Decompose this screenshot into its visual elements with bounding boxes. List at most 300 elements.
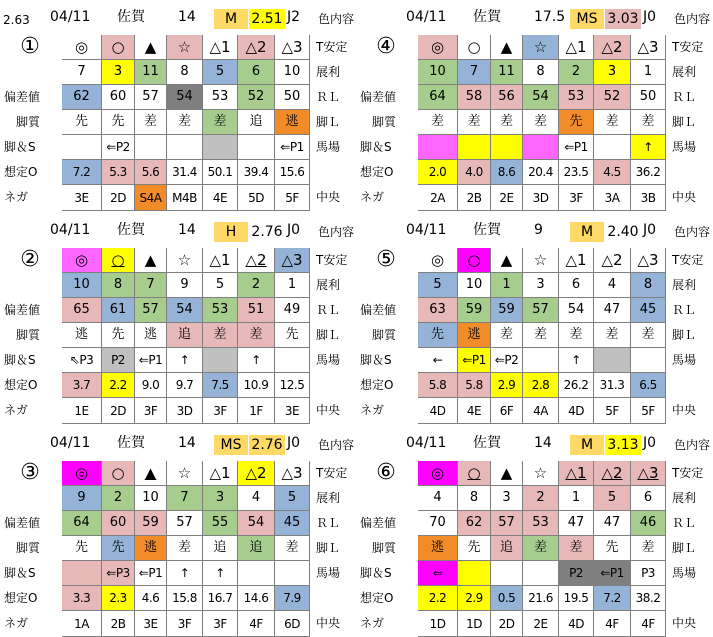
table-cell: △1 [203, 461, 238, 486]
row-label-left: ネガ [4, 616, 29, 630]
table-cell: ☆ [523, 248, 559, 273]
row-label-color: 色内容 [674, 438, 711, 452]
panel-field: 17.5 [534, 9, 566, 25]
row-label-right: 展利 [316, 278, 341, 292]
table-cell: ⇐P1 [275, 135, 310, 160]
row-label-left: 脚＆S [360, 140, 392, 154]
table-cell: 7 [62, 60, 102, 85]
table-cell: 45 [275, 511, 310, 536]
panel-tag: J0 [643, 435, 657, 451]
table-cell: ◎ [62, 461, 102, 486]
row-label-left: 脚質 [372, 328, 397, 342]
row-label-right: 展利 [672, 278, 697, 292]
table-cell: 53 [559, 85, 594, 110]
table-cell: 5 [275, 486, 310, 511]
table-cell: 5.3 [102, 160, 135, 185]
table-cell: 6.5 [631, 373, 666, 398]
table-cell: 8 [631, 273, 666, 298]
table-cell: △2 [594, 248, 631, 273]
table-cell: △1 [203, 35, 238, 60]
table-cell: 15.6 [275, 160, 310, 185]
row-label-left: 偏差値 [360, 90, 397, 104]
table-cell: 6 [559, 273, 594, 298]
table-cell: 62 [62, 85, 102, 110]
table-cell: 59 [458, 298, 491, 323]
row-label-left: ネガ [4, 190, 29, 204]
row-label-right: 展利 [316, 65, 341, 79]
table-cell: 2E [491, 185, 523, 211]
table-cell: 4.5 [594, 160, 631, 185]
table-cell: ▲ [491, 461, 523, 486]
table-cell: △2 [238, 248, 275, 273]
table-cell: △3 [631, 248, 666, 273]
table-cell: 逃 [62, 323, 102, 348]
table-cell: 7.2 [62, 160, 102, 185]
table-cell: △3 [275, 35, 310, 60]
table-cell: 5.6 [135, 160, 167, 185]
table-cell: 52 [594, 85, 631, 110]
table-cell: 7.9 [275, 586, 310, 611]
table-cell [62, 135, 102, 160]
table-cell: 3 [102, 60, 135, 85]
table-cell: 10 [458, 273, 491, 298]
row-label-color: 色内容 [318, 12, 355, 26]
row-label-right: 展利 [672, 491, 697, 505]
table-cell [203, 135, 238, 160]
table-cell: ○ [102, 35, 135, 60]
table-cell: 先 [594, 536, 631, 561]
table-cell [594, 348, 631, 373]
row-label-right: 中央 [316, 403, 341, 417]
table-cell: 63 [418, 298, 458, 323]
table-cell: 7 [167, 486, 203, 511]
row-label-color: 色内容 [318, 438, 355, 452]
table-cell [62, 561, 102, 586]
table-cell [135, 135, 167, 160]
table-cell: 8 [167, 60, 203, 85]
table-cell: △3 [631, 461, 666, 486]
table-cell: 46 [631, 511, 666, 536]
row-label-right: 中央 [316, 190, 341, 204]
table-cell: 56 [491, 85, 523, 110]
table-cell: 47 [594, 298, 631, 323]
table-cell: 2.9 [491, 373, 523, 398]
table-cell: 5F [275, 185, 310, 211]
table-cell: 5 [418, 273, 458, 298]
table-cell: 7 [135, 273, 167, 298]
row-label-right: 中央 [672, 403, 697, 417]
table-cell: 4A [523, 398, 559, 424]
table-cell: 5 [203, 60, 238, 85]
table-cell: 55 [203, 511, 238, 536]
table-cell: 3.3 [62, 586, 102, 611]
table-cell: 先 [559, 110, 594, 135]
table-cell: 7.2 [594, 586, 631, 611]
table-cell: ○ [458, 35, 491, 60]
table-cell: P3 [631, 561, 666, 586]
table-cell: ⇐P3 [102, 561, 135, 586]
table-cell: 62 [458, 511, 491, 536]
table-cell: 3F [203, 611, 238, 637]
table-cell: ○ [102, 248, 135, 273]
table-cell: S4A [135, 185, 167, 211]
row-label-left: 脚＆S [4, 566, 36, 580]
row-label-left: ネガ [360, 403, 385, 417]
table-cell: 差 [203, 323, 238, 348]
table-cell: 45 [631, 298, 666, 323]
table-cell: 31.4 [167, 160, 203, 185]
row-label-right: 馬場 [672, 566, 697, 580]
table-cell: 10 [62, 273, 102, 298]
panel-tag: J0 [643, 9, 657, 25]
table-cell: 19.5 [559, 586, 594, 611]
table-cell: 4.6 [135, 586, 167, 611]
table-cell: 先 [102, 536, 135, 561]
table-cell: 57 [491, 511, 523, 536]
row-label-right: 中央 [672, 616, 697, 630]
table-cell: 2A [418, 185, 458, 211]
table-cell: ◎ [62, 248, 102, 273]
table-cell: 47 [559, 511, 594, 536]
row-label-right: 展利 [316, 491, 341, 505]
table-cell: △1 [559, 35, 594, 60]
panel-field: 14 [178, 222, 196, 238]
table-cell: △1 [203, 248, 238, 273]
panel-odds: 3.13 [605, 435, 641, 455]
row-label-right: 脚Ｌ [316, 541, 341, 555]
panel-venue: 佐賀 [117, 9, 145, 25]
panel-odds: 3.03 [605, 9, 641, 29]
row-label-right: 馬場 [316, 566, 341, 580]
row-label-left: 偏差値 [4, 516, 41, 530]
table-cell: 1E [62, 398, 102, 424]
table-cell [491, 135, 523, 160]
table-cell: 先 [62, 536, 102, 561]
table-cell: △3 [631, 35, 666, 60]
table-cell: ○ [102, 461, 135, 486]
row-label-left: 想定O [4, 165, 38, 179]
table-cell: 1 [275, 273, 310, 298]
panel-field: 14 [534, 435, 552, 451]
row-label-left: 偏差値 [360, 516, 397, 530]
table-cell: ↑ [631, 135, 666, 160]
table-cell: 差 [167, 110, 203, 135]
table-cell: 追 [491, 536, 523, 561]
table-cell [523, 561, 559, 586]
table-cell: 先 [102, 323, 135, 348]
table-cell: 5.8 [418, 373, 458, 398]
row-label-left: ネガ [360, 616, 385, 630]
table-cell: 36.2 [631, 160, 666, 185]
table-cell: 逃 [418, 536, 458, 561]
table-cell: ⇐P1 [559, 135, 594, 160]
table-cell: 差 [594, 110, 631, 135]
table-cell: 3B [631, 185, 666, 211]
table-cell [458, 561, 491, 586]
table-cell: 38.2 [631, 586, 666, 611]
row-label-left: ネガ [360, 190, 385, 204]
row-label-left: 偏差値 [4, 90, 41, 104]
row-label-right: 脚Ｌ [672, 541, 697, 555]
row-label-right: ＲＬ [672, 90, 697, 104]
table-cell: 2.3 [102, 586, 135, 611]
table-cell: 8 [523, 60, 559, 85]
table-cell: 3E [275, 398, 310, 424]
table-cell: 4E [203, 185, 238, 211]
table-cell: 先 [62, 110, 102, 135]
table-cell: 1F [238, 398, 275, 424]
table-cell: 4E [458, 398, 491, 424]
table-cell: 追 [167, 323, 203, 348]
panel-tag: J2 [287, 9, 301, 25]
table-cell: 3E [135, 611, 167, 637]
table-cell: 2 [559, 60, 594, 85]
panel-tag: J0 [287, 222, 301, 238]
table-cell: 5D [238, 185, 275, 211]
table-cell: 差 [631, 536, 666, 561]
table-cell: 59 [491, 298, 523, 323]
table-cell: 差 [559, 323, 594, 348]
table-cell [523, 348, 559, 373]
table-cell: 57 [523, 298, 559, 323]
table-cell: △2 [238, 461, 275, 486]
table-cell: ↑ [238, 348, 275, 373]
table-cell: 差 [491, 110, 523, 135]
table-cell: 2.9 [458, 586, 491, 611]
row-label-left: 想定O [4, 591, 38, 605]
table-cell: ▲ [491, 248, 523, 273]
panel-date: 04/11 [50, 222, 91, 238]
table-cell: 4F [594, 611, 631, 637]
table-cell: 70 [418, 511, 458, 536]
table-cell: ⇖P3 [62, 348, 102, 373]
row-label-left: 脚質 [16, 115, 41, 129]
table-cell: 2 [238, 273, 275, 298]
table-cell: △1 [559, 461, 594, 486]
table-cell: 61 [102, 298, 135, 323]
table-cell: 10.9 [238, 373, 275, 398]
table-cell [203, 348, 238, 373]
table-cell: 2.2 [102, 373, 135, 398]
table-cell: 3D [523, 185, 559, 211]
table-cell: 差 [275, 536, 310, 561]
table-cell: ☆ [167, 35, 203, 60]
row-label-color: 色内容 [674, 225, 711, 239]
panel-venue: 佐賀 [473, 435, 501, 451]
table-cell: ☆ [523, 35, 559, 60]
table-cell: 3F [167, 611, 203, 637]
table-cell: 50 [631, 85, 666, 110]
table-cell: 10 [275, 60, 310, 85]
table-cell: 6 [238, 60, 275, 85]
table-cell: 64 [418, 85, 458, 110]
table-cell: 9.7 [167, 373, 203, 398]
table-cell: ☆ [167, 248, 203, 273]
table-cell: 4F [631, 611, 666, 637]
row-label-right: T安定 [672, 253, 704, 267]
table-cell: 3 [594, 60, 631, 85]
table-cell: 23.5 [559, 160, 594, 185]
table-cell: 1D [418, 611, 458, 637]
row-label-right: 中央 [316, 616, 341, 630]
panel-field: 14 [178, 435, 196, 451]
table-cell: 50.1 [203, 160, 238, 185]
table-cell: 12.5 [275, 373, 310, 398]
table-cell: 6 [631, 486, 666, 511]
table-cell: △3 [275, 248, 310, 273]
table-cell: △2 [238, 35, 275, 60]
table-cell: 7 [458, 60, 491, 85]
row-label-right: 馬場 [316, 140, 341, 154]
table-cell [418, 135, 458, 160]
panel-tag: J0 [643, 222, 657, 238]
table-cell [491, 561, 523, 586]
panel-venue: 佐賀 [117, 435, 145, 451]
table-cell: ⇐P2 [491, 348, 523, 373]
row-label-left: 脚質 [372, 115, 397, 129]
table-cell: 3 [203, 486, 238, 511]
table-cell: 差 [418, 110, 458, 135]
sheet-code: 2.63 [3, 13, 30, 27]
table-cell: 1 [491, 273, 523, 298]
row-label-right: ＲＬ [316, 303, 341, 317]
table-cell: 2E [523, 611, 559, 637]
table-cell: 逃 [458, 323, 491, 348]
panel-field: 9 [534, 222, 543, 238]
table-cell: 2 [102, 486, 135, 511]
table-cell: 9.0 [135, 373, 167, 398]
panel-grade: M [570, 435, 604, 455]
table-cell: 3A [594, 185, 631, 211]
table-cell: ⇐P2 [102, 135, 135, 160]
row-label-right: 馬場 [316, 353, 341, 367]
table-cell: 64 [62, 511, 102, 536]
table-cell: ▲ [135, 248, 167, 273]
row-label-right: T安定 [316, 253, 348, 267]
table-cell [631, 348, 666, 373]
table-cell: 53 [203, 85, 238, 110]
table-cell: 4 [594, 273, 631, 298]
table-cell: ☆ [167, 461, 203, 486]
panel-odds: 2.51 [249, 9, 285, 29]
table-cell: 57 [135, 298, 167, 323]
panel-odds: 2.76 [249, 435, 285, 455]
table-cell: 54 [167, 298, 203, 323]
table-cell: 差 [631, 110, 666, 135]
table-cell: 2 [523, 486, 559, 511]
table-cell: ○ [458, 461, 491, 486]
table-cell: P2 [559, 561, 594, 586]
table-cell: 54 [523, 85, 559, 110]
table-cell: ↑ [167, 561, 203, 586]
row-label-left: 偏差値 [4, 303, 41, 317]
row-label-left: 脚質 [16, 328, 41, 342]
table-cell: 4.0 [458, 160, 491, 185]
table-cell: 2.2 [418, 586, 458, 611]
table-cell: 0.5 [491, 586, 523, 611]
panel-date: 04/11 [406, 435, 447, 451]
panel-grade: MS [214, 435, 248, 455]
table-cell: 10 [135, 486, 167, 511]
table-cell: 4D [559, 611, 594, 637]
row-label-left: 想定O [360, 378, 394, 392]
table-cell: 57 [167, 511, 203, 536]
table-cell: 先 [275, 323, 310, 348]
row-label-right: T安定 [316, 40, 348, 54]
panel-date: 04/11 [50, 435, 91, 451]
table-cell: 31.3 [594, 373, 631, 398]
table-cell: 3 [491, 486, 523, 511]
table-cell: 11 [491, 60, 523, 85]
table-cell: 差 [631, 323, 666, 348]
table-cell: 1D [458, 611, 491, 637]
table-cell: 8 [458, 486, 491, 511]
row-label-color: 色内容 [674, 12, 711, 26]
row-label-left: 想定O [360, 591, 394, 605]
row-label-right: T安定 [672, 466, 704, 480]
table-cell: 追 [238, 110, 275, 135]
panel-grade: H [214, 222, 248, 242]
table-cell: ▲ [491, 35, 523, 60]
row-label-right: 脚Ｌ [316, 115, 341, 129]
table-cell: 追 [203, 536, 238, 561]
panel-venue: 佐賀 [473, 222, 501, 238]
table-cell: 先 [418, 323, 458, 348]
table-cell: 1 [631, 60, 666, 85]
table-cell: 3.7 [62, 373, 102, 398]
table-cell: 53 [523, 511, 559, 536]
table-cell: 7.5 [203, 373, 238, 398]
table-cell: 54 [167, 85, 203, 110]
table-cell: ⇐P1 [458, 348, 491, 373]
table-cell: 差 [203, 110, 238, 135]
table-cell: ⇐ [418, 561, 458, 586]
table-cell: 逃 [275, 110, 310, 135]
panel-field: 14 [178, 9, 196, 25]
table-cell: 39.4 [238, 160, 275, 185]
table-cell: 9 [62, 486, 102, 511]
row-label-left: 想定O [4, 378, 38, 392]
panel-number: ⑥ [376, 460, 396, 485]
table-cell [594, 135, 631, 160]
table-cell: 49 [275, 298, 310, 323]
row-label-left: 脚＆S [360, 566, 392, 580]
row-label-right: T安定 [672, 40, 704, 54]
table-cell: ↑ [559, 348, 594, 373]
table-cell: ▲ [135, 461, 167, 486]
panel-number: ④ [376, 34, 396, 59]
table-cell: 2.8 [523, 373, 559, 398]
table-cell: 20.4 [523, 160, 559, 185]
table-cell: 3E [62, 185, 102, 211]
panel-number: ② [20, 247, 40, 272]
table-cell: 2D [491, 611, 523, 637]
table-cell: 3F [203, 398, 238, 424]
panel-odds: 2.76 [249, 222, 285, 242]
table-cell [523, 135, 559, 160]
table-cell: 16.7 [203, 586, 238, 611]
table-cell: 57 [135, 85, 167, 110]
table-cell: 50 [275, 85, 310, 110]
row-label-right: ＲＬ [316, 90, 341, 104]
table-cell: 9 [167, 273, 203, 298]
row-label-left: 脚＆S [4, 353, 36, 367]
table-cell: ↑ [203, 561, 238, 586]
row-label-right: ＲＬ [672, 516, 697, 530]
table-cell: ⇐P1 [594, 561, 631, 586]
table-cell: 追 [238, 536, 275, 561]
table-cell: 59 [135, 511, 167, 536]
